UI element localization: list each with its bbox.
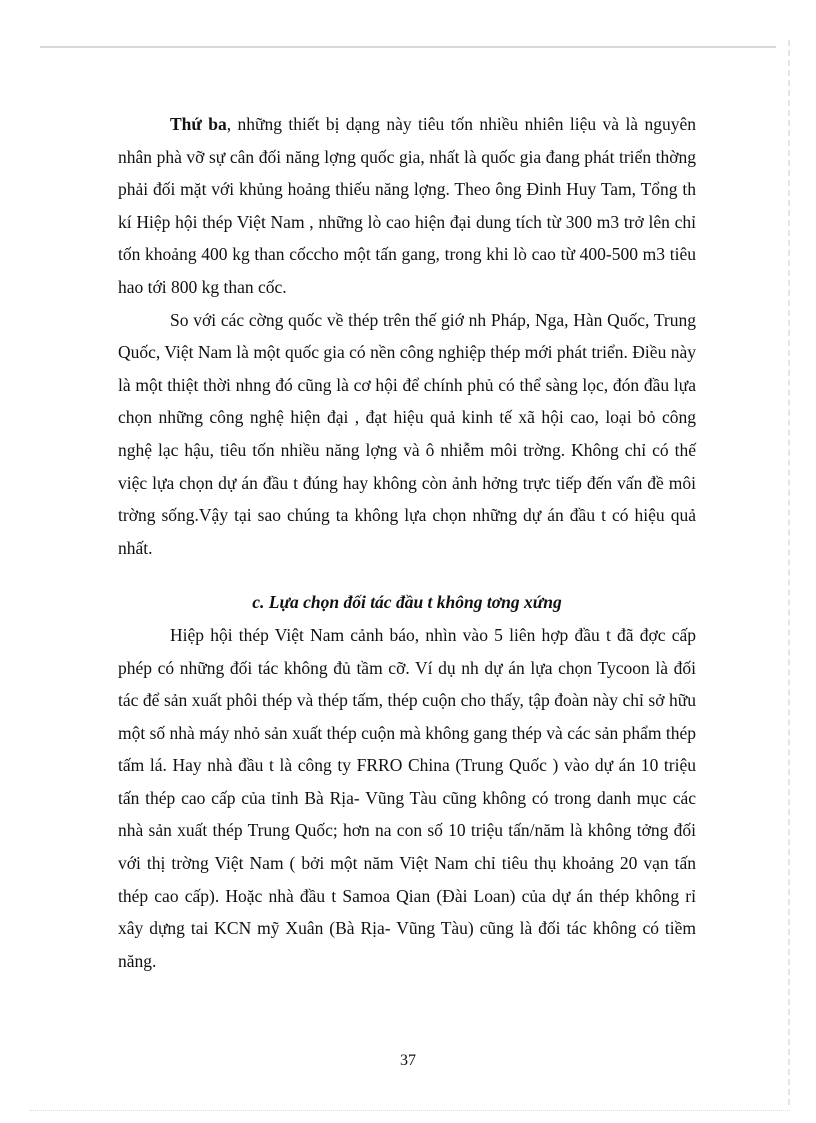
- page-border-top: [40, 46, 776, 48]
- paragraph-hiep-hoi: Hiệp hội thép Việt Nam cảnh báo, nhìn vào 5 liên hợp đầu t đã đợc cấp phép có những đối tác không đủ tầm cỡ. Ví dụ nh dự án lựa chọn Tycoon là đối tác để sản xuất phôi thép và thép tấm, thép cuộn cho thấy, tập đoàn này chỉ sở hữu một số nhà máy nhỏ sản xuất thép cuộn mà không gang thép và các sản phẩm thép tấm lá. Hay nhà đầu t là công ty FRRO China (Trung Quốc ) vào dự án 10 triệu tấn thép cao cấp của tỉnh Bà Rịa- Vũng Tàu cũng không có trong danh mục các nhà sản xuất thép Trung Quốc; hơn na con số 10 triệu tấn/năm là không tởng đối với thị trờng Việt Nam ( bởi một năm Việt Nam chỉ tiêu thụ khoảng 20 vạn tấn thép cao cấp). Hoặc nhà đầu t Samoa Qian (Đài Loan) của dự án thép không rỉ xây dựng tai KCN mỹ Xuân (Bà Rịa- Vũng Tàu) cũng là đối tác không có tiềm năng.: [118, 624, 696, 971]
- section-heading: c. Lựa chọn đối tác đầu t không tơng xứng: [252, 592, 562, 613]
- page-border-right: [788, 40, 790, 1105]
- paragraph-text: , những thiết bị dạng này tiêu tốn nhiều nhiên liệu và là nguyên nhân phà vỡ sự cân đối năng lợng quốc gia, nhất là quốc gia đang phát triển thờng phải đối mặt với khủng hoảng thiếu năng lợng. Theo ông Đinh Huy Tam, Tổng th kí Hiệp hội thép Việt Nam , những lò cao hiện đại dung tích từ 300 m3 trở lên chỉ tốn khoảng 400 kg than cốccho một tấn gang, trong khi lò cao từ 400-500 m3 tiêu hao tới 800 kg than cốc.: [118, 114, 696, 297]
- page-border-bottom: [30, 1110, 790, 1111]
- page-content: [118, 108, 696, 977]
- paragraph-lead: Thứ ba: [170, 114, 227, 134]
- paragraph-so-voi: So với các cờng quốc về thép trên thế giớ nh Pháp, Nga, Hàn Quốc, Trung Quốc, Việt Nam là một quốc gia có nền công nghiệp thép mới phát triển. Điều này là một thiệt thời nhng đó cũng là cơ hội để chính phủ có thể sàng lọc, đón đầu lựa chọn những công nghệ hiện đại , đạt hiệu quả kinh tế xã hội cao, loại bỏ công nghệ lạc hậu, tiêu tốn nhiều năng lợng và ô nhiễm môi trờng. Không chỉ có thế việc lựa chọn dự án đầu t đúng hay không còn ảnh hởng trực tiếp đến vấn đề môi trờng sống.Vậy tại sao chúng ta không lựa chọn những dự án đầu t có hiệu quả nhất.: [118, 309, 696, 558]
- page-number: 37: [400, 1052, 416, 1069]
- paragraph-thu-ba: [118, 108, 696, 304]
